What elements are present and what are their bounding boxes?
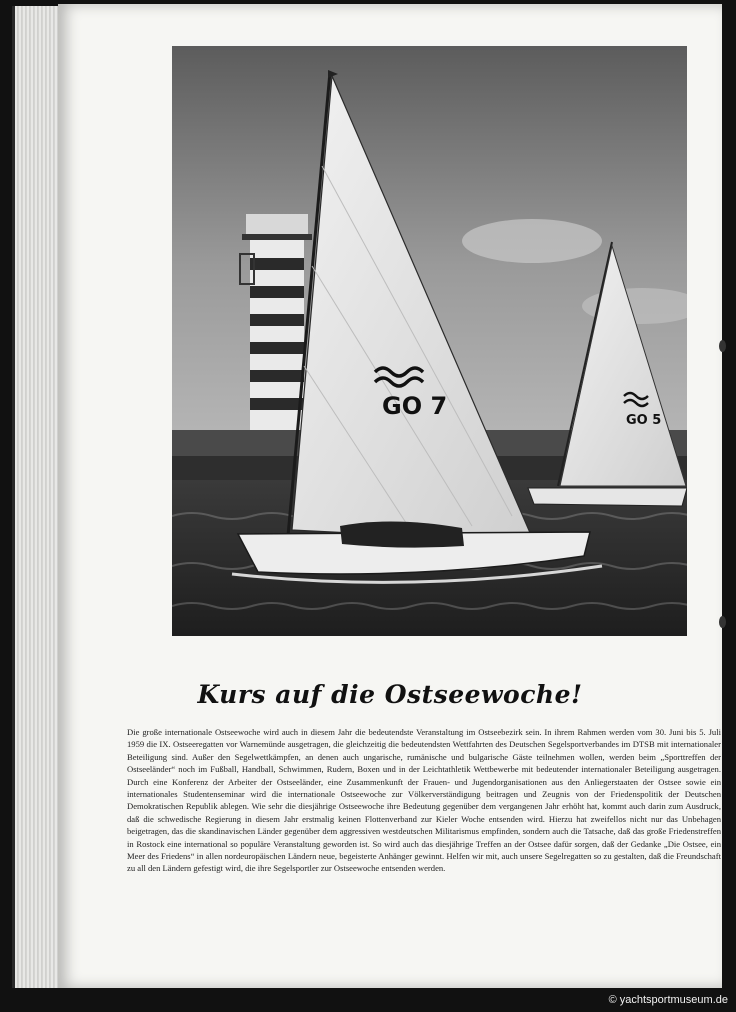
article-headline: Kurs auf die Ostseewoche! xyxy=(197,680,583,709)
watermark-credit: © yachtsportmuseum.de xyxy=(608,994,728,1006)
binding-hole xyxy=(719,340,726,352)
sailing-photo xyxy=(172,46,687,636)
binding-hole xyxy=(719,616,726,628)
magazine-page xyxy=(58,4,722,988)
sail-number-small: GO 5 xyxy=(626,413,662,428)
article-body: Die große internationale Ostseewoche wird auch in diesem Jahr die bedeutendste Veranstaltung im Ostseebezirk sein. In ihrem Rahmen werden vom 30. Juni bis 5. Juli 1959 die IX. Ostseeregatten vor Warnemünde ausgetragen, die gleichzeitig die bedeutendsten Wettfahrten des Deutschen Segelsportverbandes im DTSB mit internationaler Beteiligung sind. Außer den Segelwettkämpfen, an denen auch ungarische, rumänische und bulgarische Gäste teilnehmen wollen, werden beim „Sporttreffen der Ostseeländer“ noch im Fußball, Handball, Schwimmen, Rudern, Boxen und in der Leichtathletik Wettbewerbe mit bedeutender internationaler Beteiligung ausgetragen. Durch eine Konferenz der Arbeiter der Ostseeländer, eine Zusammenkunft der Frauen- und Jugendorganisationen aus den Anliegerstaaten der Ostsee sowie ein internationales Studentenseminar wird die internationale Ostseewoche zur Völkerverständigung beitragen und Zeugnis von der Friedenspolitik der Deutschen Demokratischen Republik ablegen. Wie sehr die diesjährige Ostseewoche ihre Bedeutung gegenüber dem vergangenen Jahr erhöht hat, kommt auch darin zum Ausdruck, daß die schwedische Regierung in diesem Jahr erstmalig keinen Flottenverband zur Kieler Woche entsenden wird. Hierzu hat zweifellos nicht nur das Unbehagen beigetragen, das die skandinavischen Länder gegenüber dem aggressiven westdeutschen Militarismus empfinden, sondern auch die Tatsache, daß das große Friedenstreffen in Rostock eine international so populäre Veranstaltung geworden ist. So wird auch das diesjährige Treffen an der Ostsee dafür sorgen, daß der Gedanke „Die Ostsee, ein Meer des Friedens“ in allen nordeuropäischen Ländern neue, begeisterte Anhänger gewinnt. Helfen wir mit, auch unsere Segelregatten so zu gestalten, daß die Freundschaft zu all den Ländern gefestigt wird, die ihre Segelsportler zur Ostseewoche entsenden werden. xyxy=(127,727,721,874)
cloud xyxy=(462,219,602,263)
sail-number-large: GO 7 xyxy=(382,392,448,420)
